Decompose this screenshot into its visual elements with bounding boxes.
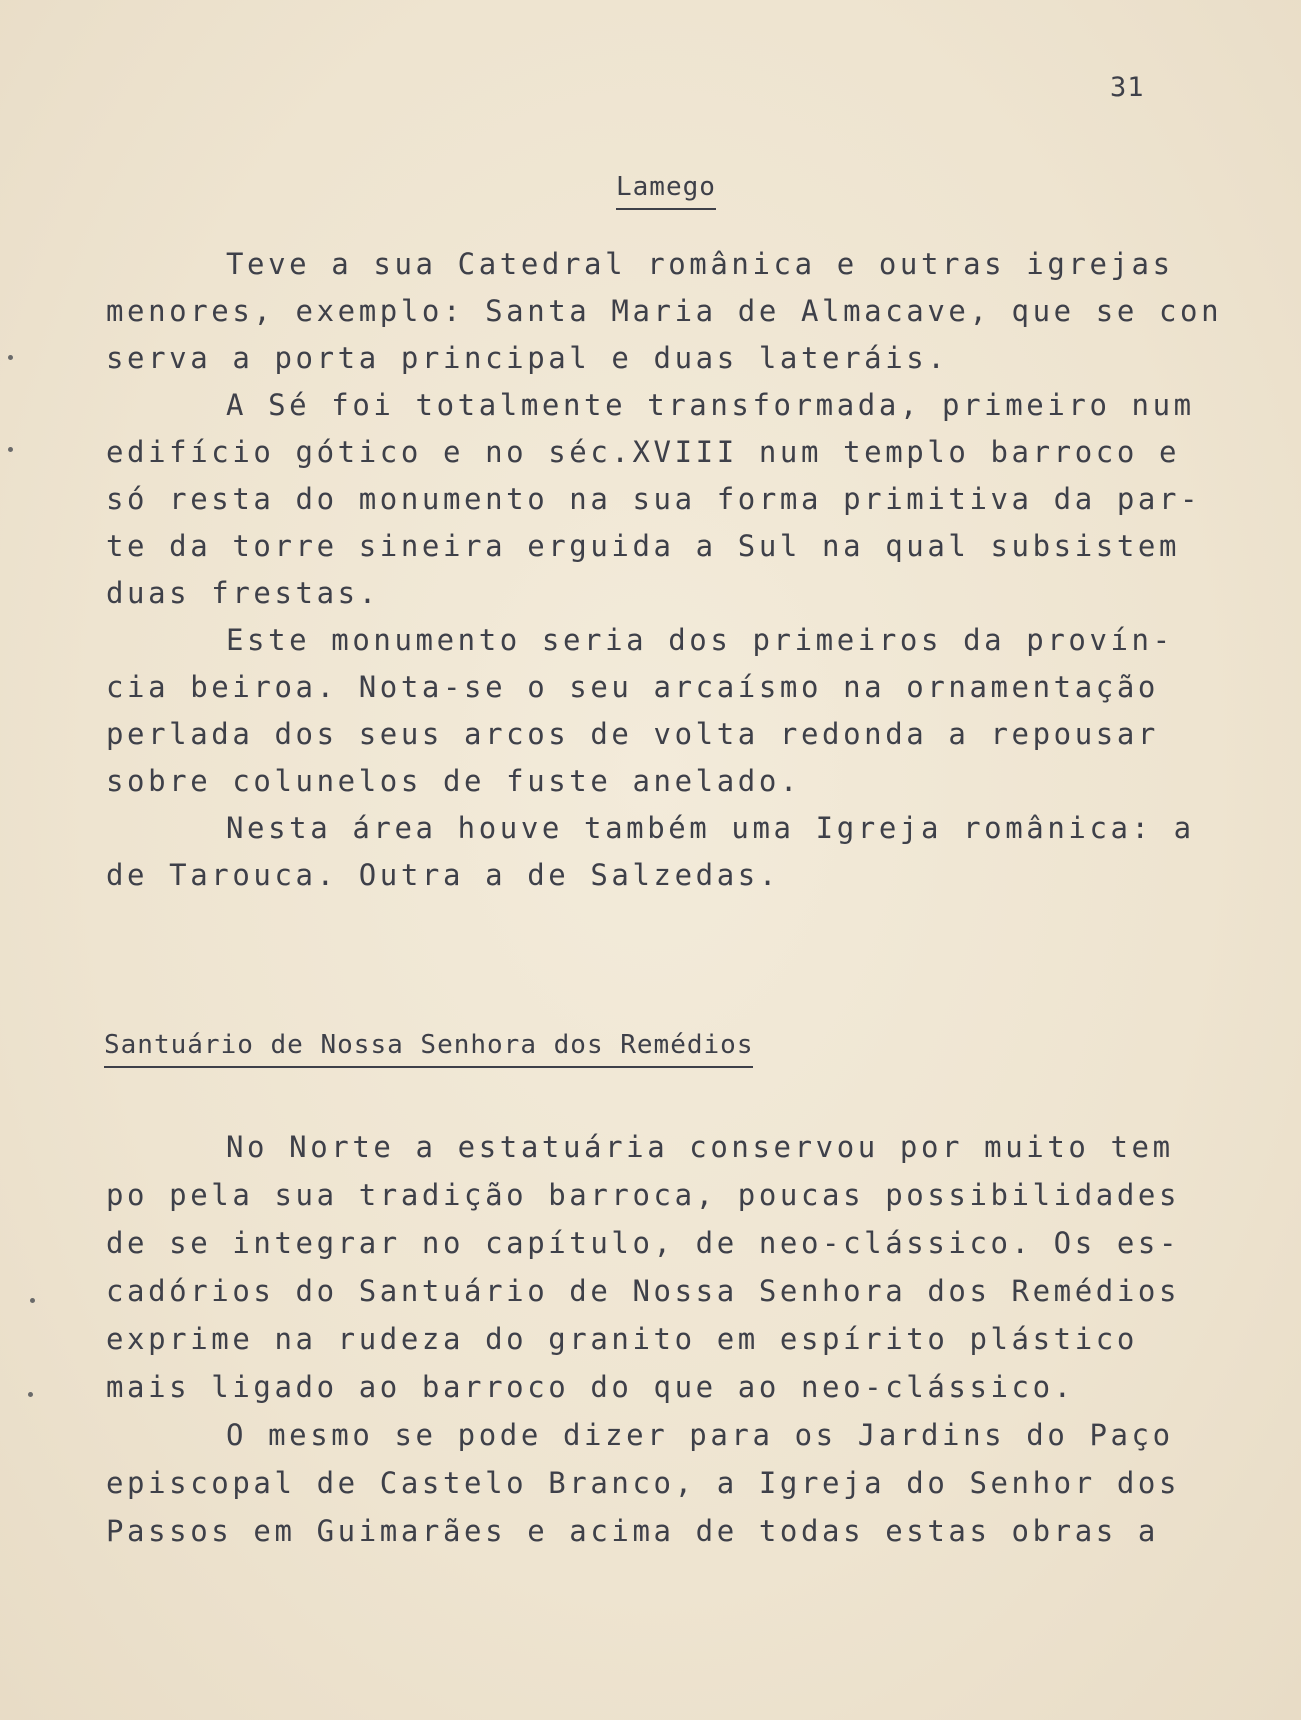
text-line: menores, exemplo: Santa Maria de Almacave, que se con <box>106 294 1223 328</box>
text-line: exprime na rudeza do granito em espírito plástico <box>106 1322 1138 1356</box>
section-heading-santuario: Santuário de Nossa Senhora dos Remédios <box>104 1030 753 1068</box>
text-line: te da torre sineira erguida a Sul na qual subsistem <box>106 529 1181 563</box>
text-line: de se integrar no capítulo, de neo-clássico. Os es- <box>106 1226 1181 1260</box>
text-line: sobre colunelos de fuste anelado. <box>106 764 801 798</box>
margin-speck <box>28 1392 33 1397</box>
text-line: só resta do monumento na sua forma primitiva da par- <box>106 482 1202 516</box>
section-heading-lamego: Lamego <box>616 172 716 210</box>
text-line: Teve a sua Catedral românica e outras igrejas <box>226 247 1174 281</box>
text-line: No Norte a estatuária conservou por muito tem <box>226 1130 1174 1164</box>
text-line: Nesta área houve também uma Igreja românica: a <box>226 811 1195 845</box>
text-line: cia beiroa. Nota-se o seu arcaísmo na ornamentação <box>106 670 1159 704</box>
text-line: edifício gótico e no séc.XVIII num templo barroco e <box>106 435 1181 469</box>
text-line: serva a porta principal e duas lateráis. <box>106 341 949 375</box>
margin-speck <box>30 1298 35 1303</box>
margin-speck <box>8 447 13 452</box>
text-line: po pela sua tradição barroca, poucas possibilidades <box>106 1178 1181 1212</box>
margin-speck <box>8 355 13 360</box>
text-line: cadórios do Santuário de Nossa Senhora dos Remédios <box>106 1274 1181 1308</box>
text-line: Passos em Guimarães e acima de todas estas obras a <box>106 1514 1159 1548</box>
text-line: perlada dos seus arcos de volta redonda a repousar <box>106 717 1159 751</box>
text-line: mais ligado ao barroco do que ao neo-clássico. <box>106 1370 1075 1404</box>
text-line: O mesmo se pode dizer para os Jardins do Paço <box>226 1418 1174 1452</box>
text-line: duas frestas. <box>106 576 380 610</box>
text-line: episcopal de Castelo Branco, a Igreja do Senhor dos <box>106 1466 1181 1500</box>
text-line: A Sé foi totalmente transformada, primeiro num <box>226 388 1195 422</box>
page-number: 31 <box>1110 72 1145 103</box>
text-line: Este monumento seria dos primeiros da provín- <box>226 623 1174 657</box>
text-line: de Tarouca. Outra a de Salzedas. <box>106 858 780 892</box>
